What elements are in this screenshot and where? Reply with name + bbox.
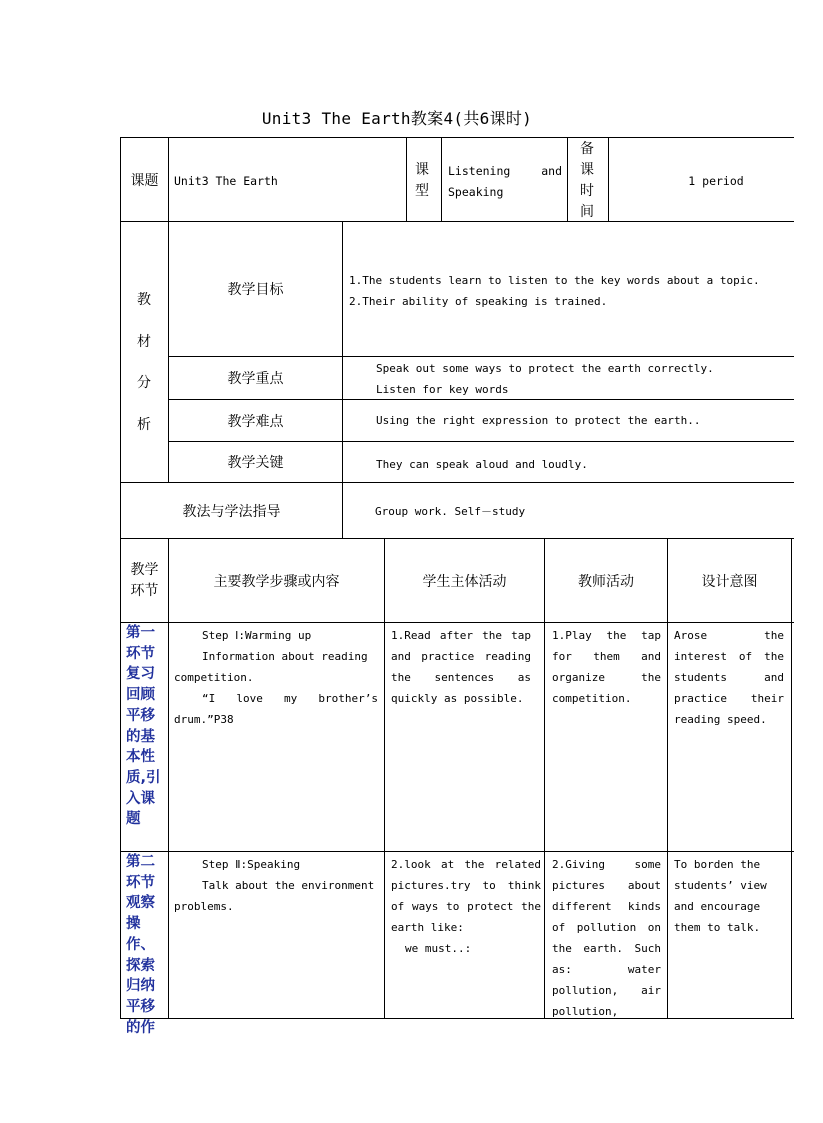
goal-line-1: 1.The students learn to listen to the key words about a topic.	[349, 274, 760, 287]
key-line-2: Listen for key words	[376, 383, 509, 396]
col-stage-header: 教学环节	[130, 561, 159, 599]
step-1-intent: Arose the interest of the students and practice their reading speed.	[674, 629, 784, 726]
col-content-header: 主要教学步骤或内容	[213, 573, 340, 590]
step-2-line: Talk about the environment problems.	[174, 879, 375, 913]
stage-1-label: 第一环节复习回顾平移的基本性质,引入课题	[126, 625, 161, 828]
step-1-teacher: 1.Play the tap for them and organize the competition.	[552, 629, 661, 705]
step-1-line: “I love my brother’s drum.”P38	[174, 692, 378, 726]
time-value: 1 period	[688, 174, 744, 188]
goal-line-2: 2.Their ability of speaking is trained.	[349, 295, 608, 308]
method-label: 教法与学法指导	[182, 503, 281, 520]
col-intent-header: 设计意图	[701, 573, 758, 590]
key-label: 教学重点	[227, 371, 284, 387]
step-1-heading: Step Ⅰ:Warming up	[202, 629, 312, 642]
key-text	[376, 358, 794, 400]
method-value: Group work. Self－study	[375, 505, 526, 518]
col-teacher-header: 教师活动	[578, 573, 634, 590]
critical-label: 教学关键	[227, 455, 284, 471]
stage-2-label: 第二环节观察操作、探索归纳平移的作	[126, 854, 155, 1036]
goal-text	[349, 270, 794, 312]
difficulty-value: Using the right expression to protect the earth..	[376, 414, 701, 427]
step-2-intent: To borden the students’ view and encourage them to talk.	[674, 858, 767, 934]
time-label: 备课时间	[580, 141, 594, 220]
step-2-heading: Step Ⅱ:Speaking	[202, 858, 301, 871]
step-1-content	[174, 625, 378, 730]
step-2-student	[391, 854, 541, 959]
page-title: Unit3 The Earth教案4(共6课时)	[261, 109, 533, 128]
step-2-student-text: 2.look at the related pictures.try to think of ways to protect the earth like:	[391, 858, 541, 934]
analysis-section-label: 教材分析	[137, 292, 151, 433]
type-value: Listening and Speaking	[448, 164, 562, 199]
topic-value: Unit3 The Earth	[174, 174, 278, 188]
col-student-header: 学生主体活动	[422, 573, 507, 590]
step-1-line: Information about reading competition.	[174, 650, 368, 684]
key-line-1: Speak out some ways to protect the earth correctly.	[376, 362, 714, 375]
difficulty-label: 教学难点	[227, 413, 284, 430]
step-2-teacher: 2.Giving some pictures about different kinds of pollution on the earth. Such as: water pollution, air pollution,	[552, 858, 661, 1018]
step-2-student-extra: we must..:	[405, 942, 472, 955]
critical-value: They can speak aloud and loudly.	[376, 458, 588, 471]
step-1-student: 1.Read after the tap and practice reading the sentences as quickly as possible.	[391, 629, 531, 705]
type-label: 课型	[415, 162, 429, 199]
topic-label: 课题	[130, 172, 159, 189]
step-2-content	[174, 854, 378, 917]
goal-label: 教学目标	[227, 282, 284, 298]
